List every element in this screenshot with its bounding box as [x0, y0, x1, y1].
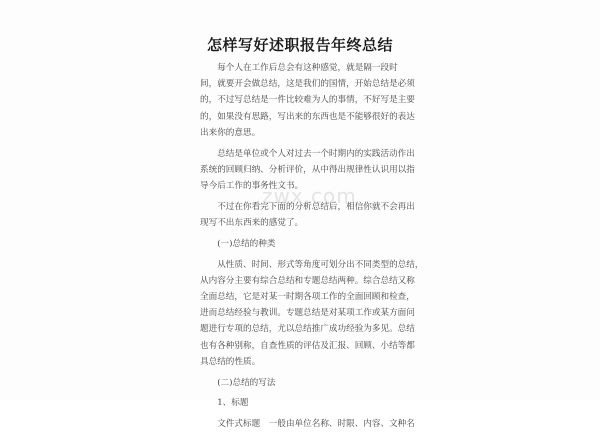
text-line: 不过在你看完下面的分析总结后，相信你就不会再出 — [217, 201, 415, 212]
section-heading — [200, 375, 400, 391]
paragraph — [200, 60, 415, 141]
document-title: 怎样写好述职报告年终总结 — [206, 36, 393, 54]
text-line: 全面总结，它是对某一时期各项工作的全面回顾和检查， — [200, 292, 415, 303]
text-line: 题进行专项的总结，尤以总结推广成功经验为多见。总结 — [200, 324, 415, 335]
text-line: 的，不过写总结是一件比较难为人的事情，不好写是主要 — [200, 95, 415, 106]
document-body — [200, 60, 424, 437]
text-line: 系统的回顾归纳、分析评价，从中得出规律性认识用以指 — [200, 164, 415, 175]
text-line: 也有各种别称，自查性质的评估及汇报、回顾、小结等都 — [200, 340, 415, 351]
text-line: (二)总结的写法 — [217, 377, 276, 388]
watermark: zwx.com — [262, 184, 357, 208]
text-line: 总结是单位或个人对过去一个时期内的实践活动作出 — [217, 148, 415, 159]
text-line: (一)总结的种类 — [217, 238, 276, 249]
section-heading — [200, 395, 400, 411]
text-line: 间，就要开会做总结，这是我们的国情，开始总结是必须 — [200, 79, 415, 90]
text-line: 出来你的意思。 — [200, 127, 261, 138]
text-line: 从性质、时间、形式等角度可划分出不同类型的总结， — [217, 259, 424, 270]
paragraph — [200, 199, 415, 231]
text-line: 具总结的性质。 — [200, 356, 261, 367]
text-line: 每个人在工作后总会有这种感觉，就是隔一段时 — [217, 63, 398, 73]
text-line: 进而总结经验与教训。专题总结是对某项工作或某方面问 — [200, 308, 415, 319]
paragraph — [200, 146, 415, 195]
section-heading — [200, 416, 415, 432]
text-line: 导今后工作的事务性文书。 — [200, 181, 304, 192]
section-heading — [200, 236, 400, 252]
paragraph — [200, 257, 424, 370]
text-line: 从内容分主要有综合总结和专题总结两种。综合总结又称 — [200, 275, 415, 286]
text-line: 现写不出东西来的感觉了。 — [200, 218, 304, 229]
text-line: 的，如果没有思路，写出来的东西也是不能够很好的表达 — [200, 111, 415, 122]
text-line: 1、标题 — [217, 398, 249, 409]
text-line: 文件式标题 一般由单位名称、时限、内容、文种名 — [217, 419, 415, 430]
